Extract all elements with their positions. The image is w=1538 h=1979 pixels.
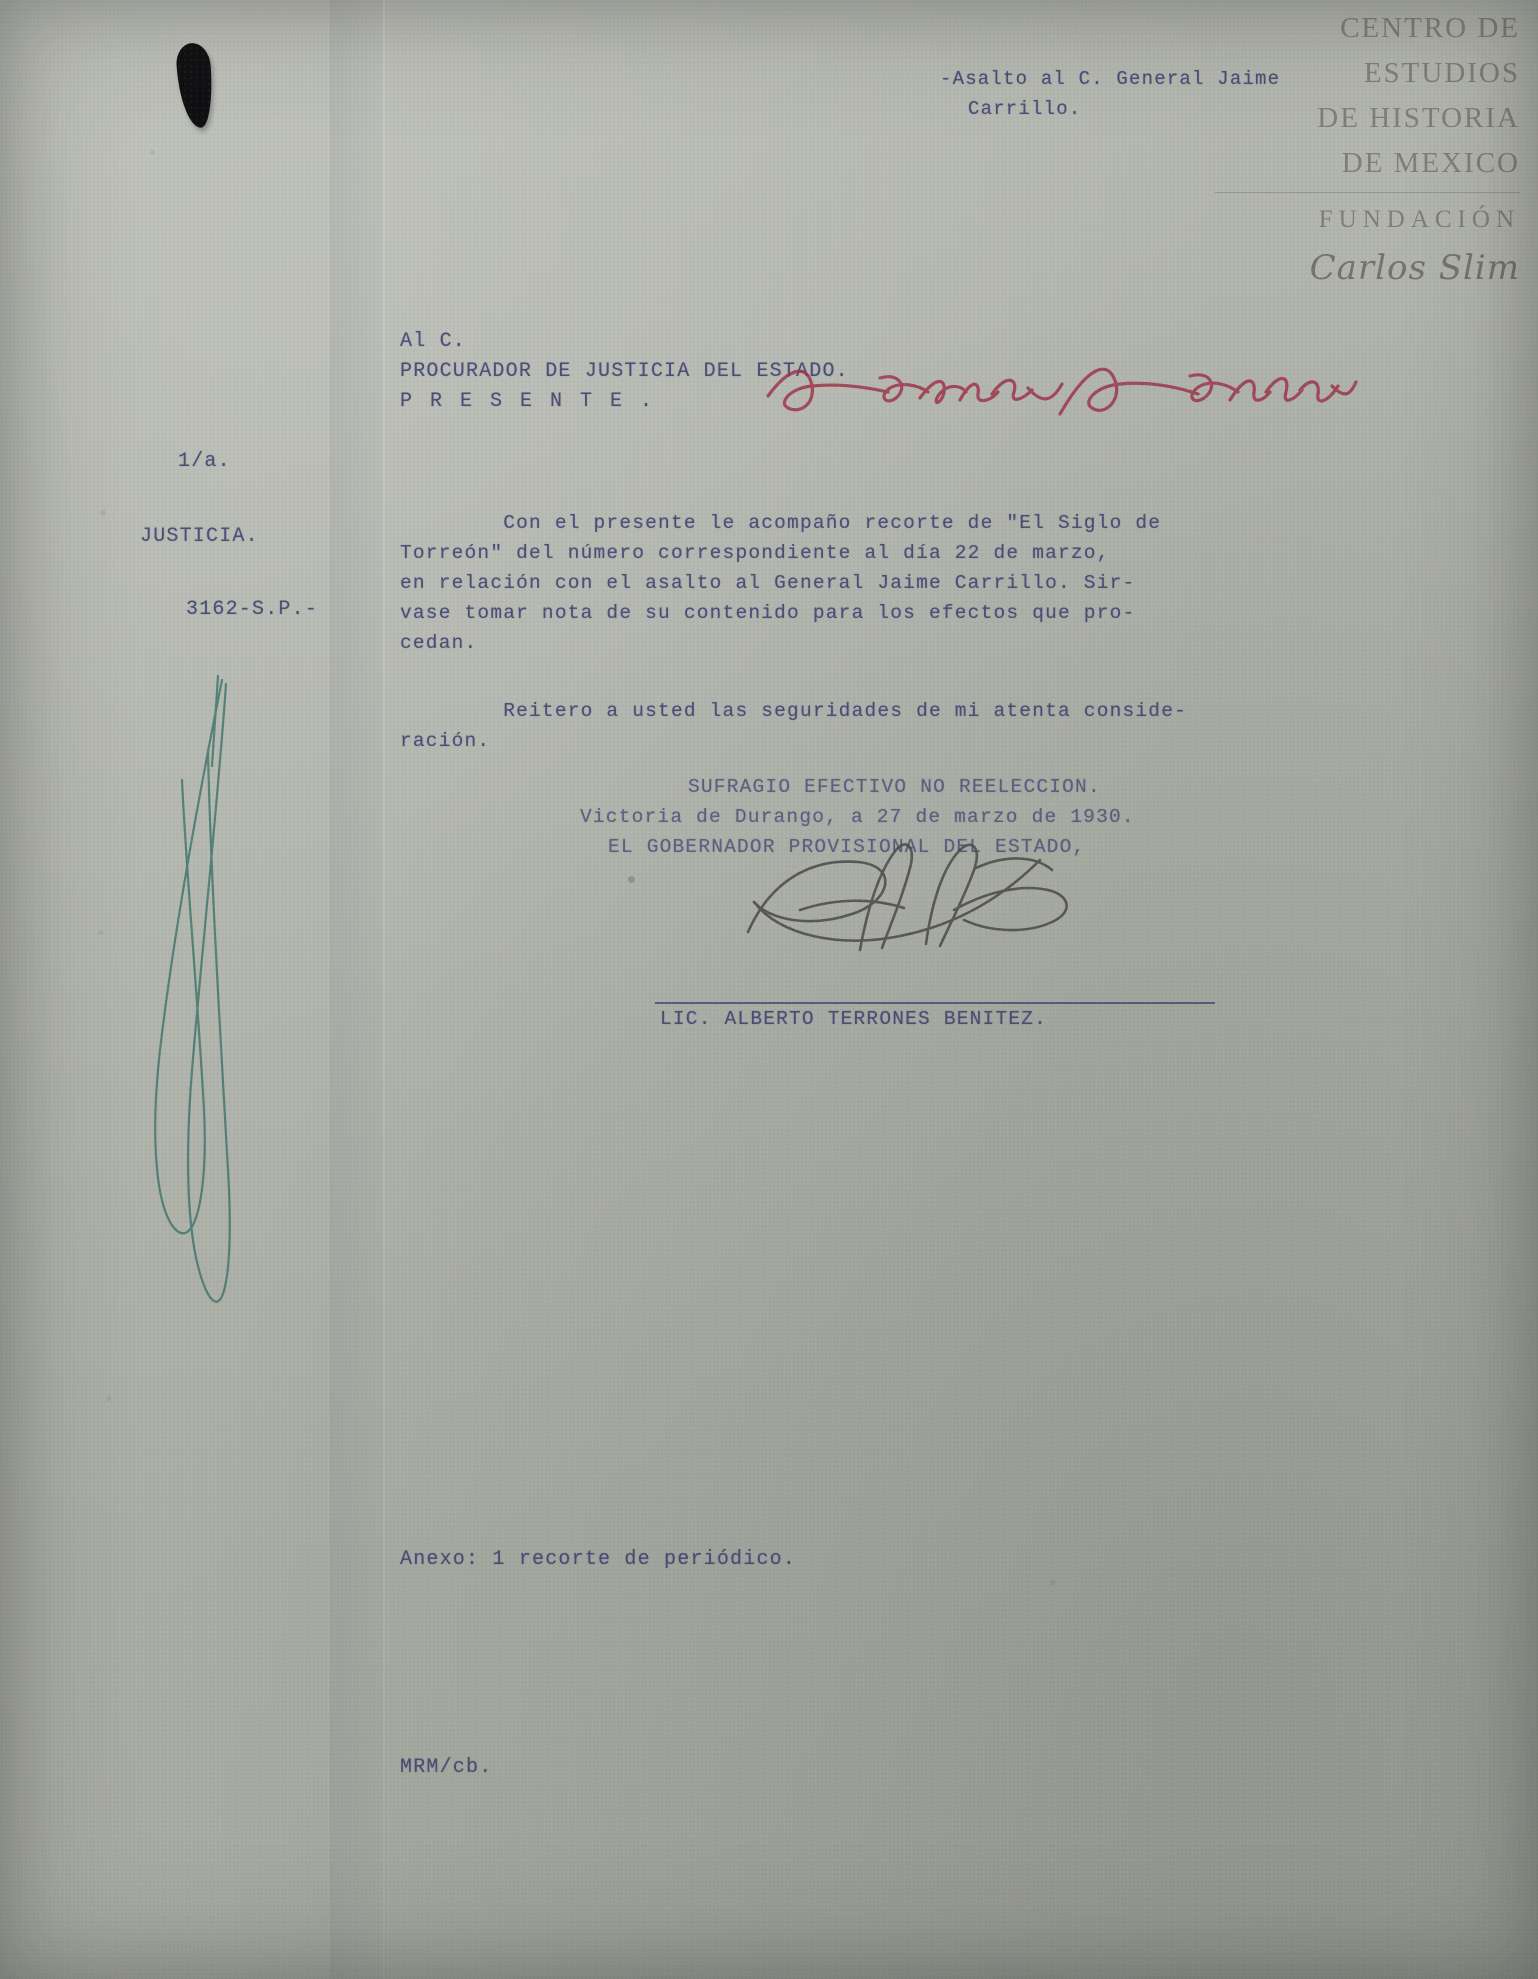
handwritten-red-annotation xyxy=(760,358,1360,428)
paper-tone-band xyxy=(330,0,385,1979)
closing-motto: SUFRAGIO EFECTIVO NO REELECCION. xyxy=(688,776,1101,798)
ink-blot xyxy=(175,42,215,129)
ink-dot xyxy=(628,876,635,883)
margin-note-file-number: 3162-S.P.- xyxy=(186,598,319,621)
stamp-line-centro: CENTRO DE xyxy=(1340,12,1520,44)
addressee-line-2: PROCURADOR DE JUSTICIA DEL ESTADO. xyxy=(400,360,849,383)
body-paragraph-1-line-4: vase tomar nota de su contenido para los efectos que pro- xyxy=(400,602,1136,624)
annex-line: Anexo: 1 recorte de periódico. xyxy=(400,1548,797,1571)
body-paragraph-1-line-5: cedan. xyxy=(400,632,478,654)
stamp-divider xyxy=(1215,192,1520,193)
addressee-line-1: Al C. xyxy=(400,330,467,353)
paper-speckle xyxy=(100,510,106,516)
body-paragraph-1-line-2: Torreón" del número correspondiente al día 22 de marzo, xyxy=(400,542,1110,564)
body-paragraph-2-line-2: ración. xyxy=(400,730,491,752)
paper-crease-left xyxy=(383,0,385,1979)
handwritten-signature xyxy=(740,840,1090,970)
addressee-line-3: P R E S E N T E . xyxy=(400,390,656,413)
paper-speckle xyxy=(98,930,103,935)
body-paragraph-1-line-3: en relación con el asalto al General Jaime Carrillo. Sir- xyxy=(400,572,1136,594)
stamp-line-estudios: ESTUDIOS xyxy=(1363,57,1520,89)
signature-rule xyxy=(655,1002,1215,1004)
closing-title: EL GOBERNADOR PROVISIONAL DEL ESTADO, xyxy=(608,836,1086,858)
stamp-line-carlos-slim: Carlos Slim xyxy=(1309,248,1520,288)
subject-line-2: Carrillo. xyxy=(968,98,1082,120)
paper-speckle xyxy=(150,150,155,155)
green-pen-scribble xyxy=(130,670,270,1370)
stamp-line-mexico: DE MEXICO xyxy=(1341,147,1520,179)
body-paragraph-1-line-1: Con el presente le acompaño recorte de "El Siglo de xyxy=(400,512,1162,534)
margin-note-reference: 1/a. xyxy=(178,450,231,473)
margin-note-department: JUSTICIA. xyxy=(140,525,259,548)
subject-line-1: -Asalto al C. General Jaime xyxy=(940,68,1281,90)
closing-place-date: Victoria de Durango, a 27 de marzo de 1930. xyxy=(580,806,1135,828)
stamp-line-fundacion: FUNDACIÓN xyxy=(1318,206,1520,233)
body-paragraph-2-line-1: Reitero a usted las seguridades de mi atenta conside- xyxy=(400,700,1188,722)
signature-name: LIC. ALBERTO TERRONES BENITEZ. xyxy=(660,1008,1048,1030)
typist-initials: MRM/cb. xyxy=(400,1756,493,1779)
stamp-line-historia: DE HISTORIA xyxy=(1317,102,1520,134)
paper-speckle xyxy=(1050,1580,1056,1586)
paper-speckle xyxy=(106,1396,111,1401)
archive-stamp xyxy=(1215,6,1520,291)
